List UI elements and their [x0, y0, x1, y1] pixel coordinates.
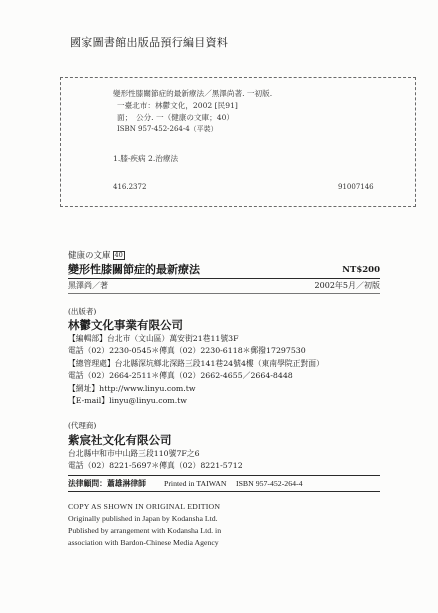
- publisher-editorial-address: 【編輯部】台北市（文山區）萬安街21巷11號3F: [68, 334, 239, 343]
- series-number: 40: [114, 251, 123, 259]
- publisher-head-office-phone: 電話（02）2664-2511＊傳真（02）2662-4655／2664-8448: [68, 371, 293, 380]
- agent-phone: 電話（02）8221-5697＊傳真（02）8221-5712: [68, 461, 243, 470]
- cip-classification: 416.2372: [113, 183, 147, 191]
- publisher-website: 【網址】http://www.linyu.com.tw: [68, 384, 196, 393]
- cip-heading: 國家圖書館出版品預行編目資料: [70, 36, 229, 49]
- agent-name: 紫宸社文化有限公司: [68, 433, 172, 447]
- series-name: 健康の文庫: [68, 251, 111, 261]
- cip-line-collation: 面； 公分. 一（健康の文庫；40）: [117, 113, 235, 122]
- agent-label: (代理商): [68, 421, 97, 430]
- book-edition: 2002年5月／初版: [314, 281, 380, 290]
- publisher-email: 【E-mail】linyu@linyu.com.tw: [68, 396, 187, 405]
- author-divider: [68, 293, 380, 294]
- book-author: 黑澤尚／著: [68, 281, 108, 290]
- publisher-name: 林鬱文化事業有限公司: [68, 318, 183, 332]
- english-notice-line: association with Bardon-Chinese Media Agency: [68, 538, 219, 547]
- cip-record-number: 91007146: [338, 183, 374, 191]
- series-line: [68, 251, 125, 261]
- publisher-label: (出版者): [68, 307, 97, 316]
- english-notice-line: Published by arrangement with Kodansha Ltd. in: [68, 526, 222, 535]
- book-price: NT$200: [342, 265, 380, 275]
- cip-subjects: 1.膝-疾病 2.治療法: [113, 154, 179, 163]
- title-divider: [68, 278, 380, 279]
- legal-bottom-divider: [68, 491, 380, 492]
- cip-line-imprint: 一臺北市：林鬱文化，2002 [民91]: [117, 101, 238, 110]
- publisher-head-office-address: 【總管理處】台北縣深坑鄉北深路三段141巷24號4樓（東南學院正對面）: [68, 359, 324, 368]
- legal-top-divider: [68, 475, 380, 476]
- agent-address: 台北縣中和市中山路三段110號7F之6: [68, 449, 200, 458]
- english-notice-heading: COPY AS SHOWN IN ORIGINAL EDITION: [68, 502, 221, 511]
- cip-line-isbn: ISBN 957-452-264-4（平裝）: [117, 125, 218, 133]
- english-notice-line: Originally published in Japan by Kodansha Ltd.: [68, 514, 218, 523]
- publisher-editorial-phone: 電話（02）2230-0545＊傳真（02）2230-6118＊郵撥17297530: [68, 346, 306, 355]
- book-title: 變形性膝關節症的最新療法: [68, 263, 200, 276]
- legal-isbn: ISBN 957-452-264-4: [236, 479, 303, 488]
- legal-counsel: 法律顧問：蕭雄淋律師: [68, 479, 146, 488]
- cip-line-title: 變形性膝關節症的最新療法／黑澤尚著. 一初版.: [113, 89, 273, 98]
- printed-in: Printed in TAIWAN: [164, 479, 227, 488]
